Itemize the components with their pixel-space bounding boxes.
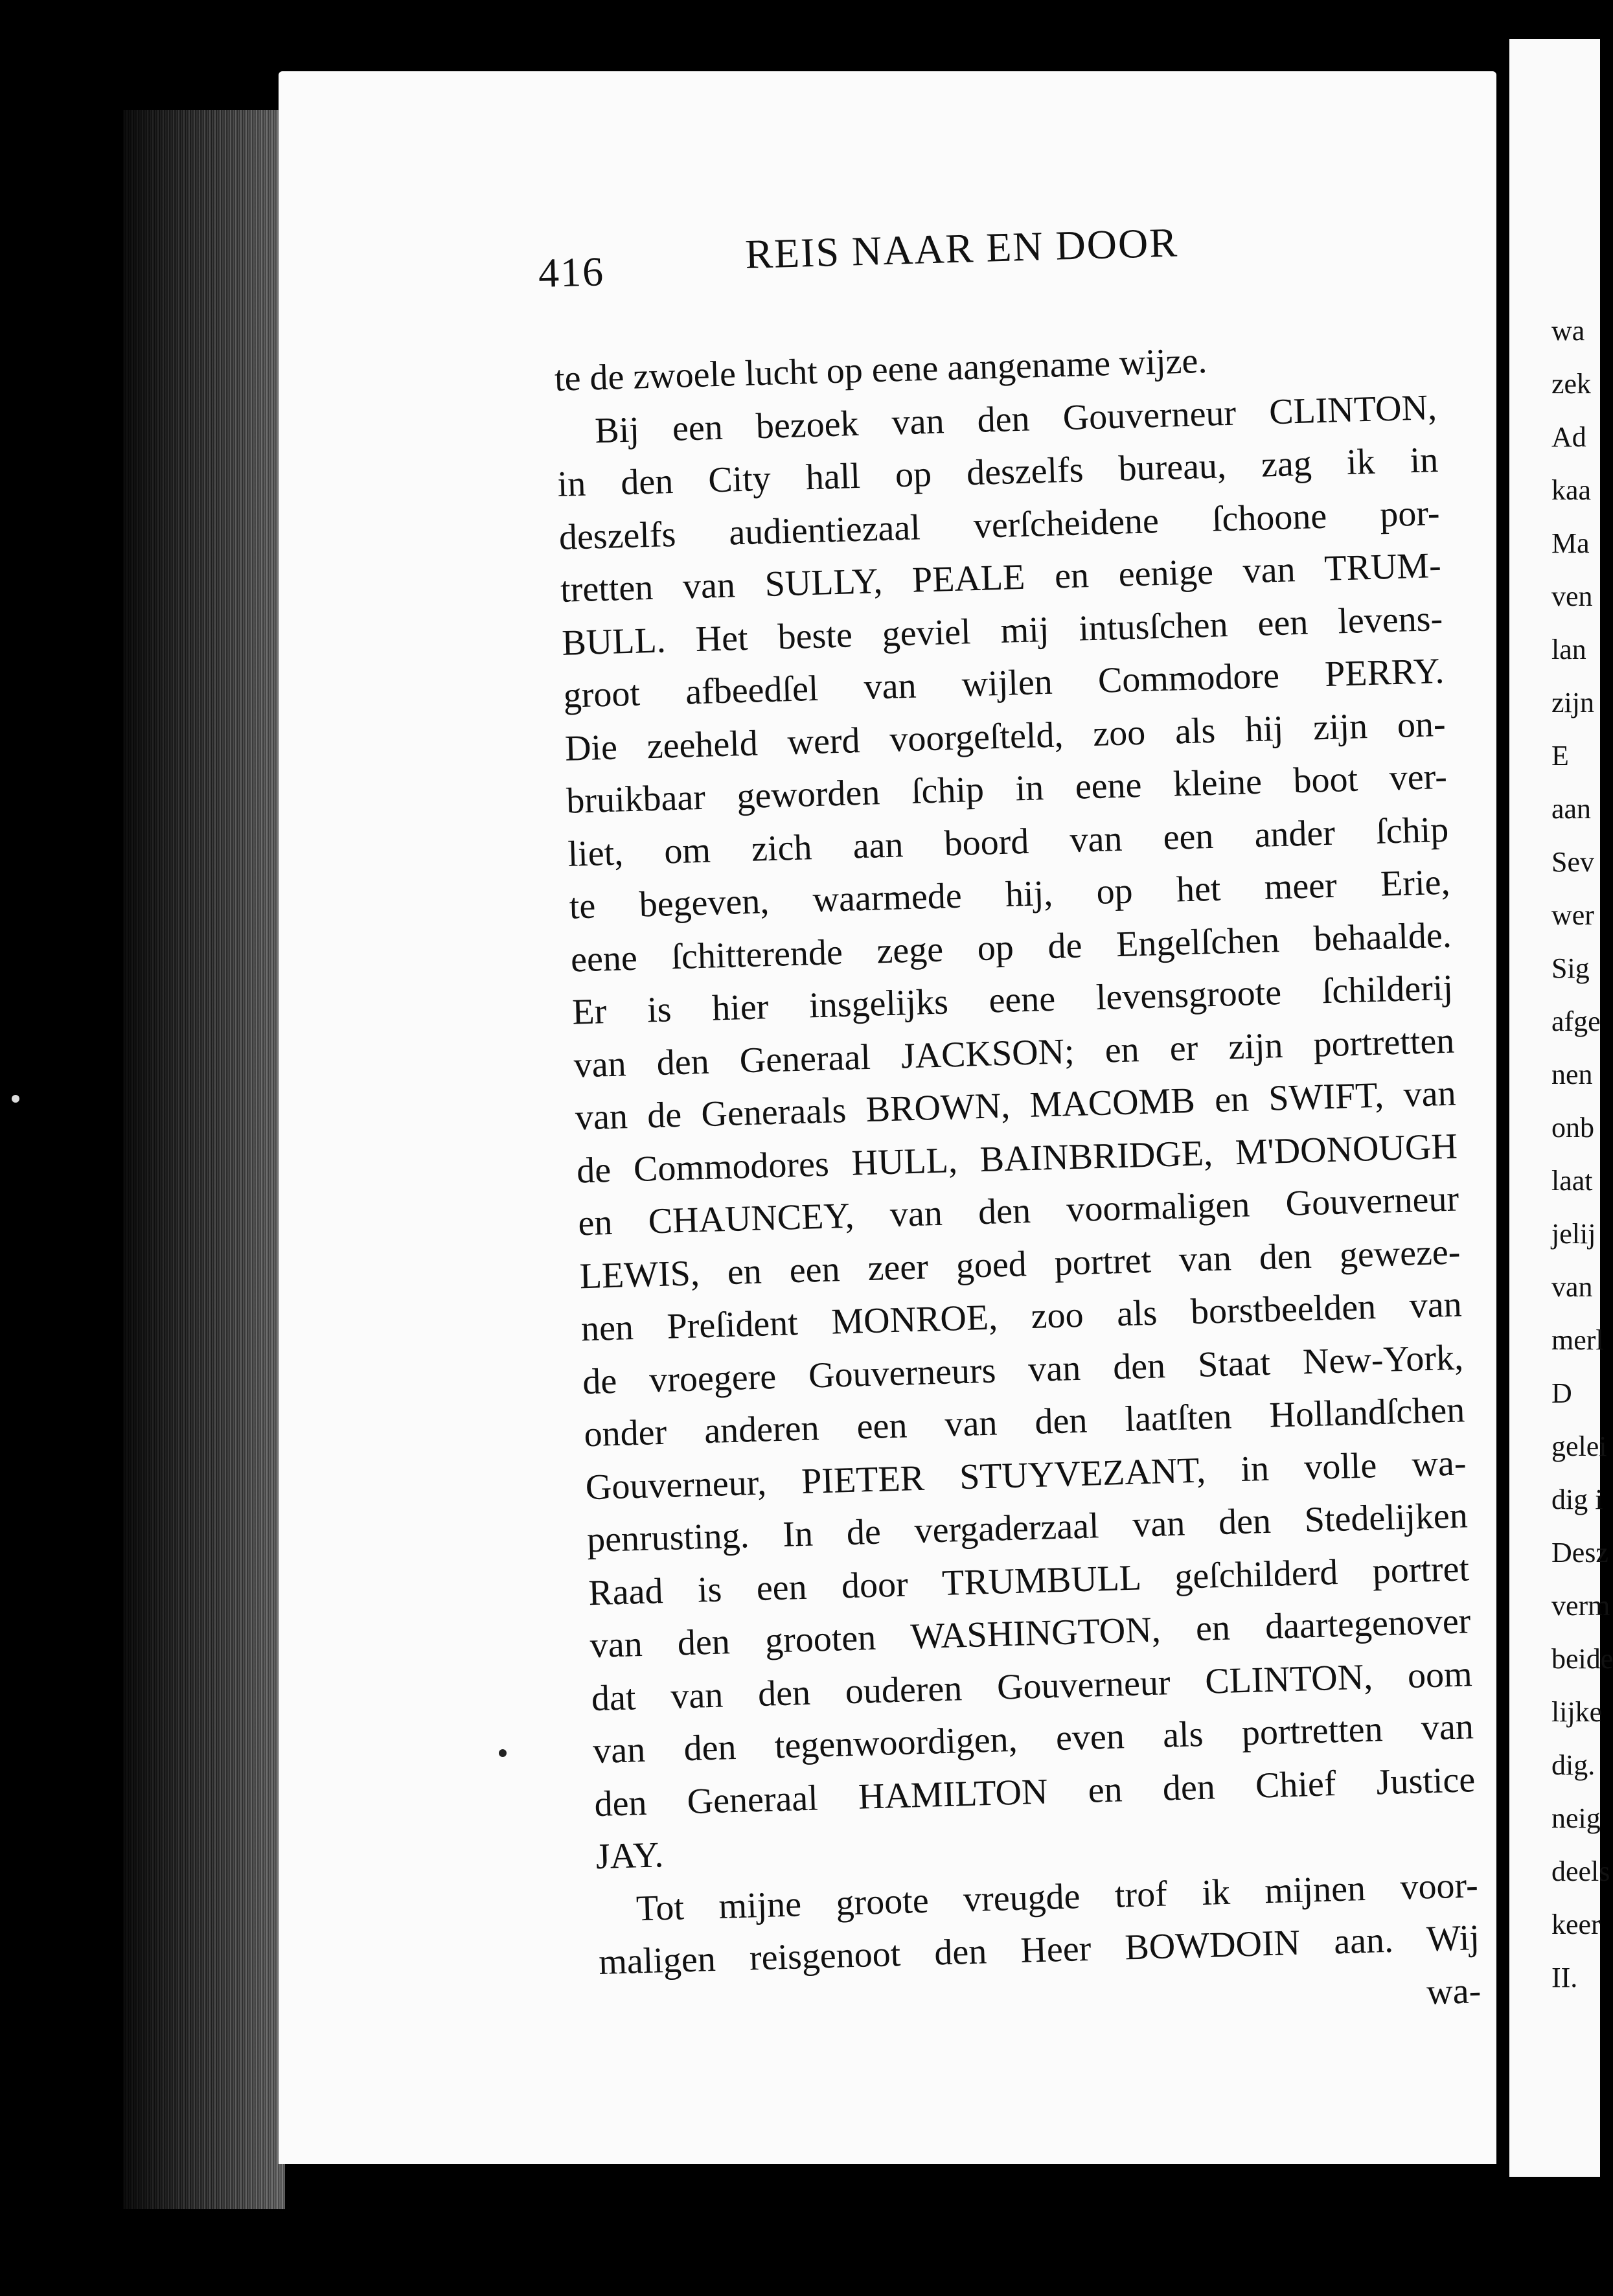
text-line: tretten van SULLY, PEALE en eenige van TRUM- [560,545,1442,610]
page-number: 416 [538,248,605,296]
text-line: van den Generaal JACKSON; en er zijn portretten [573,1020,1456,1086]
catchword: wa- [1426,1970,1481,2012]
right-page-fragment: D [1551,1377,1572,1409]
right-page-fragment: Ma [1551,527,1590,559]
right-page-fragment: E [1551,740,1569,772]
right-page-fragment: afge [1551,1005,1601,1037]
text-line: en CHAUNCEY, van den voormaligen Gouverneur [577,1178,1459,1244]
right-page-fragment: nen [1551,1059,1593,1090]
right-page-fragment: deels [1551,1855,1610,1887]
text-line: eene ſchitterende zege op de Engelſchen behaalde. [570,915,1452,980]
text-line: Gouverneur, PIETER STUYVEZANT, in volle wa- [585,1442,1467,1508]
right-page-fragment: keer [1551,1909,1601,1940]
text-line: LEWIS, en een zeer goed portret van den geweze- [578,1231,1461,1296]
text-line: van den grooten WASHINGTON, en daartegenover [589,1601,1472,1666]
text-line: dat van den ouderen Gouverneur CLINTON, oom [591,1653,1473,1719]
text-line: van de Generaals BROWN, MACOMB en SWIFT, van [575,1073,1457,1138]
right-page-fragment: Desz [1551,1537,1608,1568]
text-line: groot afbeedſel van wijlen Commodore PERRY. [562,650,1445,716]
speck [12,1095,19,1103]
right-page-fragment: dig i [1551,1484,1603,1515]
right-page-fragment: neig [1551,1802,1601,1834]
right-page-fragment: lan [1551,634,1586,665]
right-page-fragment: wer [1551,899,1594,931]
book-edge-shadow [123,110,285,2209]
text-line: Die zeeheld werd voorgeſteld, zoo als hij zijn on- [564,704,1447,769]
text-line: penrusting. In de vergaderzaal van den Stedelijken [586,1495,1469,1561]
ink-dot [499,1749,507,1757]
text-line: de Commodores HULL, BAINBRIDGE, M'DONOUGH [576,1126,1458,1191]
text-line: te de zwoele lucht op eene aangename wijze. [554,340,1208,399]
text-line: BULL. Het beste geviel mij intusſchen een levens- [561,598,1443,663]
text-line: in den City hall op deszelfs bureau, zag ik in [556,439,1439,505]
text-line: van den tegenwoordigen, even als portretten van [592,1706,1474,1772]
text-line: maligen reisgenoot den Heer BOWDOIN aan. Wij [598,1918,1480,1983]
text-line: liet, om zich aan boord van een ander ſchip [567,809,1449,875]
right-page-fragment: dig. [1551,1749,1596,1781]
right-page-fragment: II. [1551,1962,1578,1993]
right-page-fragment: zijn [1551,687,1594,718]
right-page-fragment: gelei [1551,1430,1607,1462]
right-page-fragment: Sev [1551,846,1594,878]
text-line: bruikbaar geworden ſchip in eene kleine boot ver- [566,756,1448,821]
text-line: nen Preſident MONROE, zoo als borstbeelden van [580,1284,1463,1349]
text-line: te begeven, waarmede hij, op het meer Erie, [569,862,1451,927]
right-page-fragment: jelij [1551,1218,1596,1250]
right-page-fragment: aan [1551,793,1592,825]
right-page-fragment: Sig [1551,952,1590,984]
text-line: Er is hier insgelijks eene levensgroote ſchilderij [571,967,1454,1033]
body-text [554,328,1481,2042]
right-page-fragment: laat [1551,1165,1593,1197]
text-line: deszelfs audientiezaal verſcheidene ſchoone por- [558,492,1441,558]
text-line: Tot mijne groote vreugde trof ik mijnen voor- [635,1865,1479,1929]
right-page-fragments [1551,304,1613,2004]
right-page-fragment: verm [1551,1590,1610,1622]
right-page-fragment: merl [1551,1324,1604,1356]
right-page-fragment: beide [1551,1643,1613,1675]
text-line: Bij een bezoek van den Gouverneur CLINTON, [594,387,1437,451]
right-page-fragment: ven [1551,580,1593,612]
text-line: JAY. [595,1835,664,1877]
right-page-fragment: Ad [1551,421,1586,453]
running-head: REIS NAAR EN DOOR [744,219,1179,278]
right-page-fragment: onb [1551,1112,1594,1143]
text-line: de vroegere Gouverneurs van den Staat New-York, [582,1337,1464,1402]
text-line: onder anderen een van den laatſten Hollandſchen [583,1390,1465,1455]
right-page-fragment: lijke [1551,1696,1603,1728]
right-page-fragment: van [1551,1271,1593,1303]
right-page-fragment: wa [1551,315,1585,347]
text-line: Raad is een door TRUMBULL geſchilderd portret [588,1548,1470,1613]
text-line: den Generaal HAMILTON en den Chief Justice [593,1759,1476,1824]
right-page-fragment: zek [1551,368,1592,400]
right-page-fragment: kaa [1551,474,1592,506]
